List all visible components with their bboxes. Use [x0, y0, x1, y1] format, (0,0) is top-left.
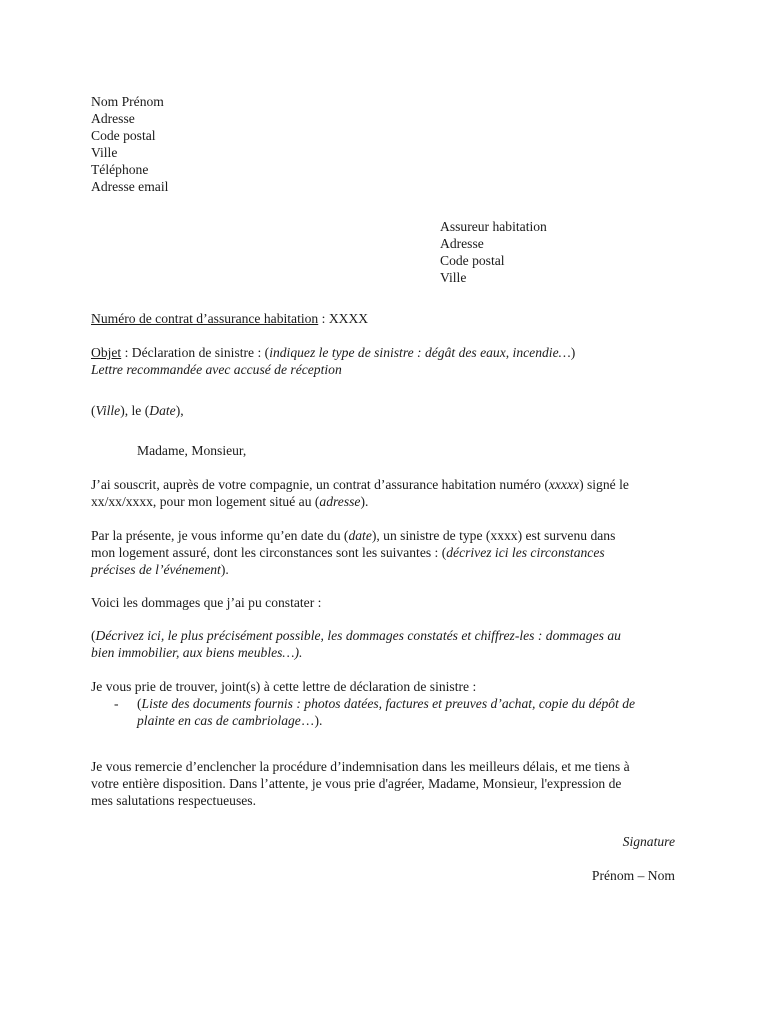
- list-bullet: -: [114, 696, 119, 711]
- recipient-city: Ville: [440, 270, 467, 285]
- signature-label: Signature: [622, 834, 675, 849]
- contract-number-line: [91, 310, 368, 327]
- para1-text-d: ).: [360, 494, 369, 509]
- object-label: Objet: [91, 345, 122, 360]
- para1-contract-placeholder: xxxxx: [548, 477, 580, 492]
- closing-line-2: votre entière disposition. Dans l’attente, je vous prie d'agréer, Madame, Monsieur, l'expression de: [91, 776, 622, 791]
- sender-name: Nom Prénom: [91, 94, 164, 109]
- recipient-block: [440, 218, 547, 286]
- sender-city: Ville: [91, 145, 118, 160]
- recipient-postal-code: Code postal: [440, 253, 505, 268]
- recipient-name: Assureur habitation: [440, 219, 547, 234]
- paragraph-incident: [91, 527, 615, 578]
- para1-text-a: J’ai souscrit, auprès de votre compagnie, un contrat d’assurance habitation numéro (: [91, 477, 549, 492]
- paragraph-contract: [91, 476, 629, 510]
- para2-text-a: Par la présente, je vous informe qu’en date du (: [91, 528, 349, 543]
- place-date-line: [91, 402, 184, 419]
- place-date-open: (: [91, 403, 96, 418]
- place-date-mid: ), le (: [120, 403, 150, 418]
- object-hint: indiquez le type de sinistre : dégât des eaux, incendie…: [269, 345, 571, 360]
- paragraph-damages-detail: [91, 627, 621, 661]
- para2-circumstances-hint: décrivez ici les circonstances: [446, 545, 605, 560]
- para1-text-c: xx/xx/xxxx, pour mon logement situé au (: [91, 494, 320, 509]
- sender-postal-code: Code postal: [91, 128, 156, 143]
- para1-address-placeholder: adresse: [319, 494, 361, 509]
- object-close: ): [570, 345, 576, 360]
- salutation: Madame, Monsieur,: [137, 443, 247, 458]
- para2-text-c: mon logement assuré, dont les circonstances sont les suivantes : (: [91, 545, 447, 560]
- sender-block: [91, 93, 168, 195]
- list-item: [137, 695, 635, 729]
- closing-line-1: Je vous remercie d’enclencher la procédure d’indemnisation dans les meilleurs délais, et me tiens à: [91, 759, 630, 774]
- sender-phone: Téléphone: [91, 162, 149, 177]
- para1-text-b: ) signé le: [579, 477, 629, 492]
- recipient-address: Adresse: [440, 236, 484, 251]
- para4-hint: Décrivez ici, le plus précisément possible, les dommages constatés et chiffrez-les : dommages au: [95, 628, 621, 643]
- sender-email: Adresse email: [91, 179, 169, 194]
- registered-letter-note: Lettre recommandée avec accusé de réception: [91, 362, 342, 377]
- letter-date: Date: [149, 403, 176, 418]
- paragraph-damages-intro: Voici les dommages que j’ai pu constater :: [91, 595, 322, 610]
- object-block: [91, 344, 575, 378]
- closing-line-3: mes salutations respectueuses.: [91, 793, 256, 808]
- contract-label: Numéro de contrat d’assurance habitation: [91, 311, 319, 326]
- contract-sep: :: [318, 311, 329, 326]
- contract-value: XXXX: [328, 311, 369, 326]
- para2-text-d: ).: [220, 562, 229, 577]
- para2-circumstances-hint-cont: précises de l’événement: [91, 562, 221, 577]
- para2-date-placeholder: date: [348, 528, 372, 543]
- object-text: : Déclaration de sinistre : (: [121, 345, 270, 360]
- sender-address: Adresse: [91, 111, 135, 126]
- paragraph-closing: [91, 758, 630, 809]
- place-date-close: ),: [175, 403, 184, 418]
- list-hint-cont: plainte en cas de cambriolage: [137, 713, 301, 728]
- signer-name: Prénom – Nom: [591, 868, 675, 883]
- para4-open: (: [91, 628, 96, 643]
- paragraph-attachments-intro: Je vous prie de trouver, joint(s) à cette lettre de déclaration de sinistre :: [91, 679, 477, 694]
- para4-hint-cont: bien immobilier, aux biens meubles…).: [91, 645, 303, 660]
- para2-text-b: ), un sinistre de type (xxxx) est survenu dans: [371, 528, 616, 543]
- list-open: (: [137, 696, 142, 711]
- list-hint: Liste des documents fournis : photos datées, factures et preuves d’achat, copie du dépôt de: [141, 696, 636, 711]
- place-city: Ville: [95, 403, 121, 418]
- list-close: …).: [300, 713, 323, 728]
